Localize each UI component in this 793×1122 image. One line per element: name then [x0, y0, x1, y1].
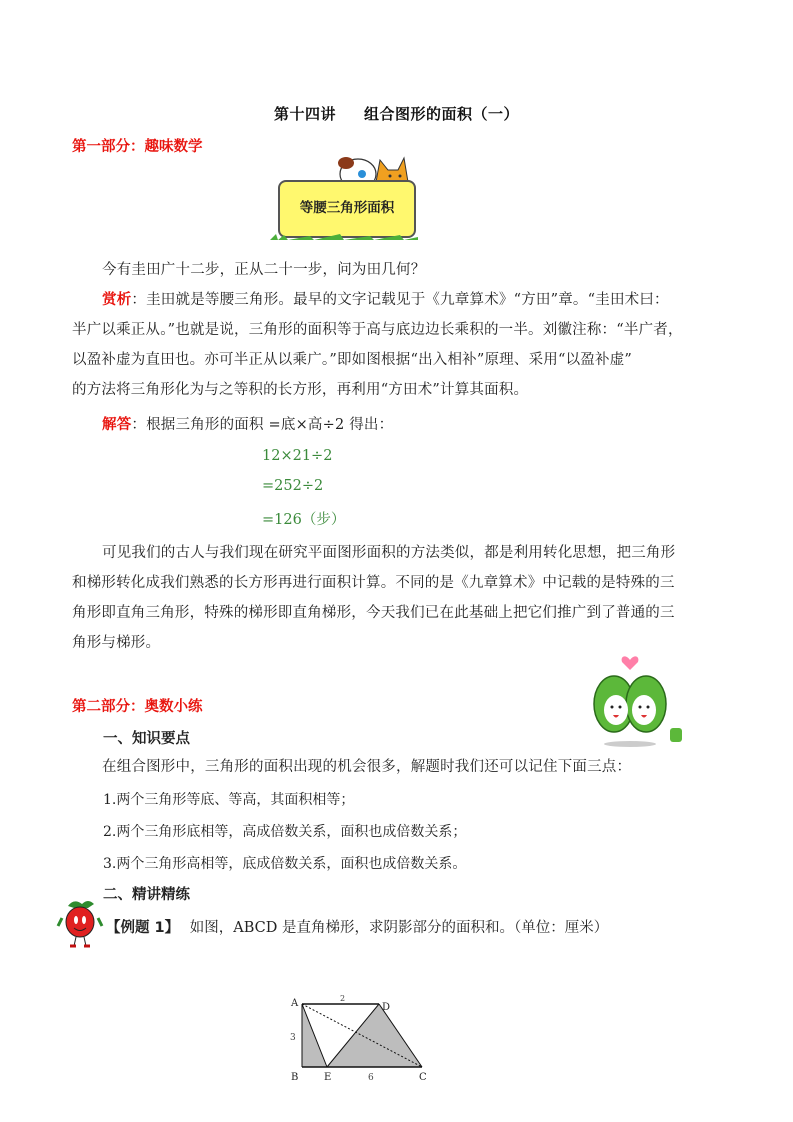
banner-image — [270, 152, 418, 242]
knowledge-intro: 在组合图形中，三角形的面积出现的机会很多，解题时我们还可以记住下面三点： — [102, 759, 632, 775]
part1-heading: 第一部分：趣味数学 — [72, 139, 203, 155]
conclusion-line: 角形即直角三角形，特殊的梯形即直角梯形，今天我们已在此基础上把它们推广到了普通的三 — [72, 605, 675, 621]
vertex-b: B — [291, 1072, 299, 1083]
answer-text: ：根据三角形的面积 =底×高÷2 得出： — [131, 417, 394, 433]
bottom-length-label: 6 — [368, 1073, 374, 1083]
conclusion-paragraph — [72, 538, 722, 658]
calc-step-3: =126（步） — [262, 512, 346, 528]
trapezoid-figure — [282, 992, 432, 1084]
analysis-paragraph — [72, 285, 722, 405]
vertex-a: A — [291, 998, 299, 1009]
example-label: 【例题 1】 — [106, 920, 180, 936]
vertex-c: C — [419, 1072, 427, 1083]
lecture-topic: 组合图形的面积（一） — [364, 105, 520, 123]
watermelon-mascot-icon — [580, 652, 695, 750]
knowledge-points-heading: 一、知识要点 — [103, 731, 190, 747]
conclusion-line: 可见我们的古人与我们现在研究平面图形面积的方法类似，都是利用转化思想，把三角形 — [102, 545, 676, 561]
answer-line — [72, 410, 722, 440]
banner-text: 等腰三角形面积 — [299, 200, 395, 216]
vertex-d: D — [382, 1002, 391, 1013]
example-1 — [106, 916, 608, 937]
apple-mascot-icon — [54, 898, 106, 952]
top-length-label: 2 — [340, 994, 346, 1003]
analysis-line: ：圭田就是等腰三角形。最早的文字记载见于《九章算术》“方田”章。“圭田术曰： — [131, 292, 669, 308]
analysis-line: 的方法将三角形化为与之等积的长方形，再利用“方田术”计算其面积。 — [72, 382, 529, 398]
analysis-line: 半广以乘正从。”也就是说，三角形的面积等于高与底边边长乘积的一半。刘徽注称：“半广者， — [72, 322, 683, 338]
practice-heading: 二、精讲精练 — [103, 887, 190, 903]
analysis-line: 以盈补虚为直田也。亦可半正从以乘广。”即如图根据“出入相补”原理、采用“以盈补虚” — [72, 352, 633, 368]
conclusion-line: 和梯形转化成我们熟悉的长方形再进行面积计算。不同的是《九章算术》中记载的是特殊的三 — [72, 575, 675, 591]
lecture-number: 第十四讲 — [273, 105, 336, 123]
conclusion-line: 角形与梯形。 — [72, 635, 161, 651]
knowledge-point-3: 3.两个三角形高相等，底成倍数关系，面积也成倍数关系。 — [103, 856, 467, 872]
calc-step-1: 12×21÷2 — [262, 448, 333, 464]
answer-label: 解答 — [102, 417, 132, 433]
grass-icon — [270, 234, 418, 240]
question-text: 今有圭田广十二步，正从二十一步，问为田几何？ — [102, 262, 426, 278]
knowledge-point-1: 1.两个三角形等底、等高，其面积相等； — [103, 792, 355, 808]
vertex-e: E — [324, 1072, 332, 1083]
banner-board — [278, 180, 416, 238]
example-text: 如图，ABCD 是直角梯形，求阴影部分的面积和。（单位：厘米） — [189, 920, 609, 936]
part2-heading: 第二部分：奥数小练 — [72, 699, 203, 715]
page-title — [0, 103, 793, 124]
analysis-label: 赏析 — [102, 292, 132, 308]
calc-step-2: =252÷2 — [262, 478, 324, 494]
left-length-label: 3 — [290, 1033, 296, 1043]
knowledge-point-2: 2.两个三角形底相等，高成倍数关系，面积也成倍数关系； — [103, 824, 467, 840]
